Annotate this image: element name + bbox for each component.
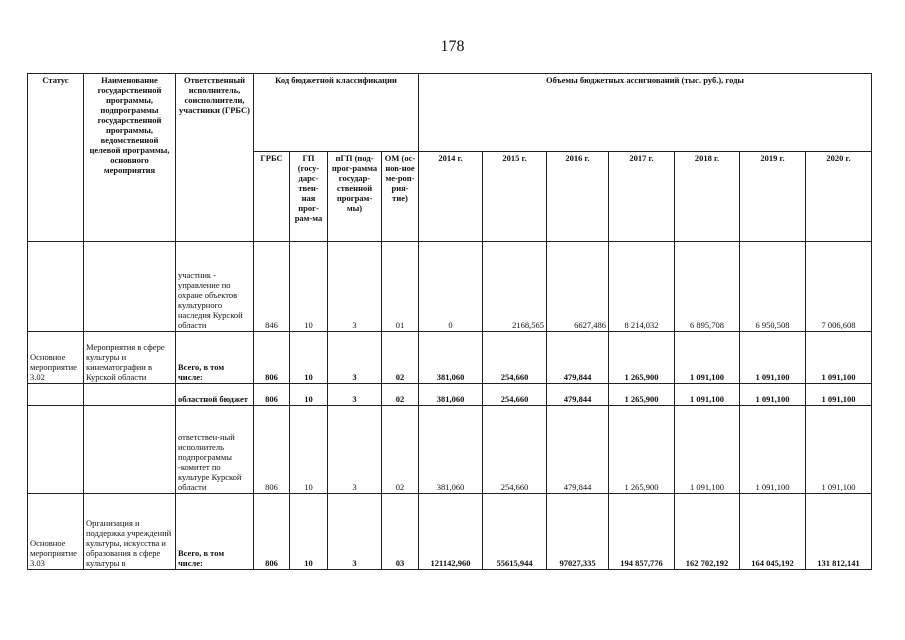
row-value-2014: 121142,960 xyxy=(419,494,483,570)
row-gp: 10 xyxy=(290,384,328,406)
row-value-2018: 1 091,100 xyxy=(675,406,740,494)
row-value-2017: 1 265,900 xyxy=(609,406,675,494)
row-name: Организация и поддержка учреждений культуры, искусства и образования в сфере культуры в xyxy=(84,494,176,570)
row-value-2019: 1 091,100 xyxy=(740,406,806,494)
row-value-2020: 1 091,100 xyxy=(806,384,872,406)
row-value-2020: 131 812,141 xyxy=(806,494,872,570)
header-year-2015: 2015 г. xyxy=(483,152,547,242)
row-value-2014: 381,060 xyxy=(419,406,483,494)
row-value-2019: 6 950,508 xyxy=(740,242,806,332)
row-value-2020: 7 006,608 xyxy=(806,242,872,332)
row-value-2015: 254,660 xyxy=(483,332,547,384)
header-volumes: Объемы бюджетных ассигнований (тыс. руб.), годы xyxy=(419,74,872,152)
row-value-2020: 1 091,100 xyxy=(806,332,872,384)
row-om: 02 xyxy=(382,384,419,406)
header-pgp: пГП (под-прог-рамма государ-ственной програм-мы) xyxy=(328,152,382,242)
row-value-2018: 6 895,708 xyxy=(675,242,740,332)
row-name: Мероприятия в сфере культуры и кинематографии в Курской области xyxy=(84,332,176,384)
row-executor: Всего, в том числе: xyxy=(176,332,254,384)
row-status xyxy=(28,384,84,406)
header-year-2018: 2018 г. xyxy=(675,152,740,242)
header-year-2017: 2017 г. xyxy=(609,152,675,242)
row-value-2016: 479,844 xyxy=(547,332,609,384)
header-year-2016: 2016 г. xyxy=(547,152,609,242)
row-value-2015: 254,660 xyxy=(483,406,547,494)
row-value-2019: 1 091,100 xyxy=(740,332,806,384)
row-status xyxy=(28,406,84,494)
row-value-2014: 381,060 xyxy=(419,332,483,384)
row-value-2020: 1 091,100 xyxy=(806,406,872,494)
budget-table xyxy=(27,73,872,570)
row-gp: 10 xyxy=(290,406,328,494)
row-name xyxy=(84,406,176,494)
row-pgp: 3 xyxy=(328,384,382,406)
header-om: ОМ (ос-нов-ное ме-роп-рия-тие) xyxy=(382,152,419,242)
header-year-2019: 2019 г. xyxy=(740,152,806,242)
header-year-2014: 2014 г. xyxy=(419,152,483,242)
table-row xyxy=(28,406,872,494)
row-pgp: 3 xyxy=(328,406,382,494)
row-value-2018: 1 091,100 xyxy=(675,384,740,406)
header-executor: Ответственный исполнитель, соисполнители, участники (ГРБС) xyxy=(176,74,254,242)
row-name xyxy=(84,384,176,406)
row-value-2015: 254,660 xyxy=(483,384,547,406)
header-year-2020: 2020 г. xyxy=(806,152,872,242)
row-value-2014: 381,060 xyxy=(419,384,483,406)
row-grbs: 806 xyxy=(254,332,290,384)
row-pgp: 3 xyxy=(328,494,382,570)
page-number: 178 xyxy=(440,38,465,55)
row-om: 03 xyxy=(382,494,419,570)
header-grbs: ГРБС xyxy=(254,152,290,242)
row-value-2017: 1 265,900 xyxy=(609,384,675,406)
row-executor: Всего, в том числе: xyxy=(176,494,254,570)
table-row xyxy=(28,384,872,406)
row-gp: 10 xyxy=(290,242,328,332)
row-gp: 10 xyxy=(290,332,328,384)
row-status xyxy=(28,242,84,332)
row-value-2017: 194 857,776 xyxy=(609,494,675,570)
row-name xyxy=(84,242,176,332)
row-om: 02 xyxy=(382,406,419,494)
row-status: Основное мероприятие 3.02 xyxy=(28,332,84,384)
row-executor: ответствен-ный исполнитель подпрограммы -комитет по культуре Курской области xyxy=(176,406,254,494)
row-pgp: 3 xyxy=(328,332,382,384)
header-budget-code: Код бюджетной классификации xyxy=(254,74,419,152)
row-grbs: 806 xyxy=(254,406,290,494)
row-value-2018: 1 091,100 xyxy=(675,332,740,384)
row-value-2019: 1 091,100 xyxy=(740,384,806,406)
row-value-2015: 55615,944 xyxy=(483,494,547,570)
header-name: Наименование государственной программы, подпрограммы государственной программы, ведомственной целевой программы, основного мероприятия xyxy=(84,74,176,242)
row-value-2017: 8 214,032 xyxy=(609,242,675,332)
row-value-2015: 2168,565 xyxy=(483,242,547,332)
row-value-2019: 164 045,192 xyxy=(740,494,806,570)
row-om: 01 xyxy=(382,242,419,332)
table-row xyxy=(28,332,872,384)
row-executor: участник - управление по охране объектов культурного наследия Курской области xyxy=(176,242,254,332)
row-value-2016: 479,844 xyxy=(547,406,609,494)
row-value-2014: 0 xyxy=(419,242,483,332)
row-value-2017: 1 265,900 xyxy=(609,332,675,384)
header-status: Статус xyxy=(28,74,84,242)
row-pgp: 3 xyxy=(328,242,382,332)
row-executor: областной бюджет xyxy=(176,384,254,406)
row-status: Основное мероприятие 3.03 xyxy=(28,494,84,570)
table-row xyxy=(28,242,872,332)
row-grbs: 806 xyxy=(254,494,290,570)
table-row xyxy=(28,494,872,570)
row-value-2018: 162 702,192 xyxy=(675,494,740,570)
row-value-2016: 97027,335 xyxy=(547,494,609,570)
row-grbs: 806 xyxy=(254,384,290,406)
row-gp: 10 xyxy=(290,494,328,570)
row-value-2016: 6627,486 xyxy=(547,242,609,332)
row-grbs: 846 xyxy=(254,242,290,332)
header-gp: ГП (госу-дарс-твен-ная прог-рам-ма xyxy=(290,152,328,242)
row-om: 02 xyxy=(382,332,419,384)
row-value-2016: 479,844 xyxy=(547,384,609,406)
